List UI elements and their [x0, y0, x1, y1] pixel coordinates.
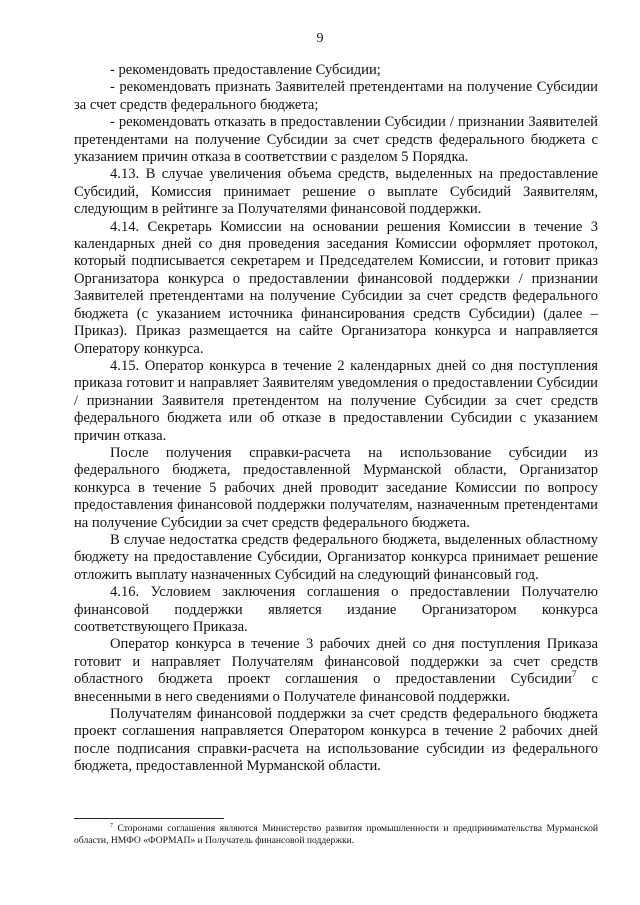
- footnote-reference: 7: [571, 669, 577, 680]
- paragraph-federal-recipients: Получателям финансовой поддержки за счет средств федерального бюджета проект соглашения направляется Оператором конкурса в течение 2 рабочих дней после подписания справки-расчета на использование субсидии из федерального бюджета, предоставленной Мурманской области.: [74, 706, 598, 775]
- footnote-marker: 7: [110, 822, 113, 829]
- page-number: 9: [316, 31, 324, 46]
- paragraph-4-14: 4.14. Секретарь Комиссии на основании решения Комиссии в течение 3 календарных дней со дня проведения заседания Комиссии оформляет протокол, который подписывается секретарем и Председателем Комиссии, и готовит приказ Организатора конкурса о предоставлении финансовой поддержки / признании Заявителей претендентами на получение Субсидии за счет средств федерального бюджета (с указанием источника финансирования средств Субсидии) (далее – Приказ). Приказ размещается на сайте Организатора конкурса и направляется Оператору конкурса.: [74, 218, 598, 357]
- paragraph-4-16: 4.16. Условием заключения соглашения о предоставлении Получателю финансовой поддержки является издание Организатором конкурса соответствующего Приказа.: [74, 584, 598, 635]
- footnote-text: Сторонами соглашения являются Министерство развития промышленности и предпринимательства Мурманской области, НМФО «ФОРМАП» и Получатель финансовой поддержки.: [74, 823, 598, 846]
- paragraph-operator-text-end: с внесенными в него сведениями о Получателе финансовой поддержки.: [74, 671, 598, 705]
- paragraph-4-13: 4.13. В случае увеличения объема средств, выделенных на предоставление Субсидий, Комиссия принимает решение о выплате Субсидий Заявителям, следующим в рейтинге за Получателями финансовой поддержки.: [74, 166, 598, 218]
- document-body: [74, 62, 598, 776]
- paragraph-operator-text-start: Оператор конкурса в течение 3 рабочих дней со дня поступления Приказа готовит и направляет Получателям финансовой поддержки за счет средств областного бюджета проект соглашения о предоставлении Субсидии: [74, 636, 598, 688]
- paragraph-recommend-refuse: - рекомендовать отказать в предоставлении Субсидии / признании Заявителей претендентами на получение Субсидии за счет средств федерального бюджета с указанием причин отказа в соответствии с разделом 5 Порядка.: [74, 114, 598, 166]
- paragraph-recommend-candidates: - рекомендовать признать Заявителей претендентами на получение Субсидии за счет средств федерального бюджета;: [74, 79, 598, 113]
- paragraph-4-15: 4.15. Оператор конкурса в течение 2 календарных дней со дня поступления приказа готовит и направляет Заявителям уведомления о предоставлении Субсидии / признании Заявителя претендентом на получение Субсидии за счет средств федерального бюджета или об отказе в предоставлении Субсидии с указанием причин отказа.: [74, 357, 598, 444]
- paragraph-budget-shortage: В случае недостатка средств федерального бюджета, выделенных областному бюджету на предоставление Субсидии, Организатор конкурса принимает решение отложить выплату назначенных Субсидий на следующий финансовый год.: [74, 531, 598, 583]
- paragraph-after-calculation: После получения справки-расчета на использование субсидии из федерального бюджета, предоставленной Мурманской области, Организатор конкурса в течение 5 рабочих дней проводит заседание Комиссии по вопросу предоставления финансовой поддержки получателям, назначенным претендентами на получение Субсидии за счет средств федерального бюджета.: [74, 444, 598, 531]
- footnote-separator: [74, 818, 224, 819]
- paragraph-recommend-grant: - рекомендовать предоставление Субсидии;: [110, 62, 381, 78]
- paragraph-operator-agreement: [74, 636, 598, 706]
- footnote: [74, 823, 598, 847]
